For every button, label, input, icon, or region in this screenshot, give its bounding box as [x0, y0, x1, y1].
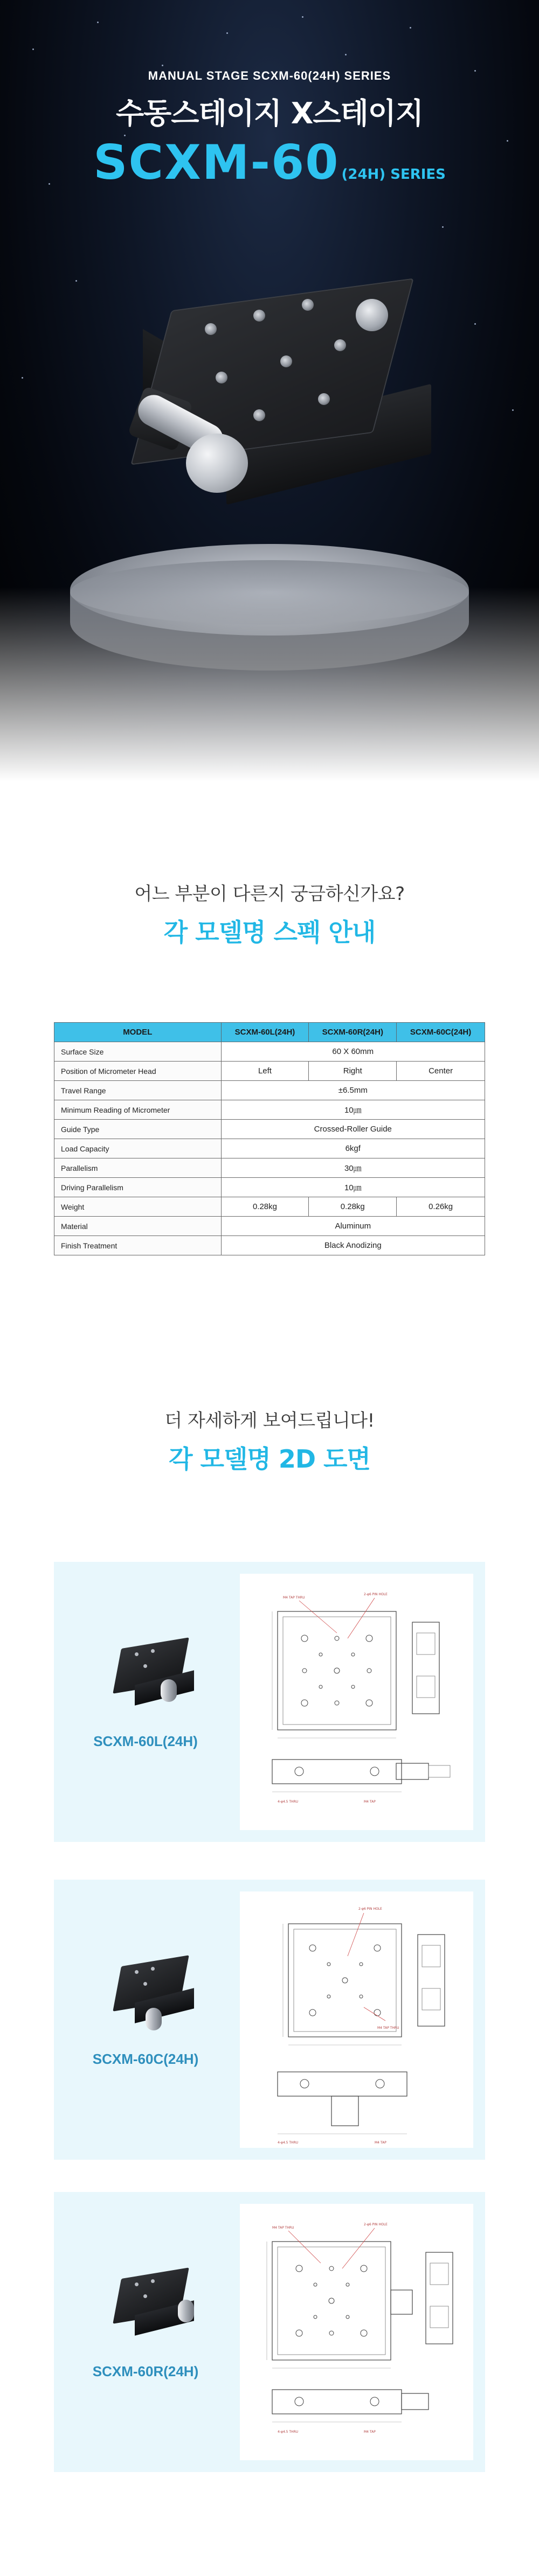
- table-row: [54, 1042, 485, 1062]
- header-model-l: SCXM-60L(24H): [221, 1023, 309, 1042]
- technical-drawing: [240, 1574, 473, 1830]
- spec-question: 어느 부분이 다른지 궁금하신가요?: [134, 883, 405, 905]
- svg-text:2-φ6 PIN HOLE: 2-φ6 PIN HOLE: [358, 1907, 382, 1911]
- svg-text:M4 TAP: M4 TAP: [364, 1800, 376, 1804]
- table-row: [54, 1178, 485, 1197]
- table-row: [54, 1081, 485, 1100]
- row-value: 30㎛: [221, 1158, 485, 1178]
- row-label: Load Capacity: [54, 1139, 222, 1158]
- row-label: Weight: [54, 1197, 222, 1217]
- table-row: [54, 1158, 485, 1178]
- drawing-card-60c: [54, 1880, 485, 2160]
- mount-hole: [253, 409, 265, 421]
- micrometer-head-icon: [178, 2300, 194, 2322]
- mount-hole: [302, 299, 314, 311]
- svg-text:M4 TAP THRU: M4 TAP THRU: [272, 2226, 294, 2230]
- table-row: [54, 1236, 485, 1255]
- row-label: Finish Treatment: [54, 1236, 222, 1255]
- row-value: 0.28kg: [309, 1197, 397, 1217]
- row-value: Left: [221, 1062, 309, 1081]
- table-row: [54, 1062, 485, 1081]
- spec-heading: 각 모델명 스펙 안내: [163, 918, 376, 947]
- row-label: Minimum Reading of Micrometer: [54, 1100, 222, 1120]
- hero-model-suffix: (24H) SERIES: [341, 166, 446, 183]
- row-value: 10㎛: [221, 1100, 485, 1120]
- header-model: MODEL: [54, 1023, 222, 1042]
- micrometer-head-icon: [146, 2008, 162, 2030]
- spec-section-heading: [0, 879, 539, 948]
- row-value: Aluminum: [221, 1217, 485, 1236]
- technical-drawing-panel: [240, 2204, 473, 2460]
- svg-text:2-φ6 PIN HOLE: 2-φ6 PIN HOLE: [364, 2223, 388, 2226]
- row-label: Guide Type: [54, 1120, 222, 1139]
- row-value: Crossed-Roller Guide: [221, 1120, 485, 1139]
- drawing-card-60r: [54, 2192, 485, 2472]
- model-label: SCXM-60L(24H): [93, 1733, 198, 1749]
- spec-table: [54, 1022, 485, 1255]
- mount-hole: [216, 372, 227, 383]
- product-thumbnail: [97, 1944, 205, 2036]
- mount-hole: [334, 339, 346, 351]
- mount-hole: [280, 355, 292, 367]
- svg-text:4-φ4.5 THRU: 4-φ4.5 THRU: [278, 2430, 299, 2434]
- table-row: [54, 1217, 485, 1236]
- product-thumbnail: [97, 2257, 205, 2348]
- drawing-question: 더 자세하게 보여드립니다!: [164, 1410, 375, 1432]
- svg-text:M4 TAP: M4 TAP: [364, 2430, 376, 2434]
- row-value: ±6.5mm: [221, 1081, 485, 1100]
- table-row: [54, 1120, 485, 1139]
- header-model-r: SCXM-60R(24H): [309, 1023, 397, 1042]
- spec-header-row: [54, 1023, 485, 1042]
- row-label: Driving Parallelism: [54, 1178, 222, 1197]
- drawing-section-heading: [0, 1406, 539, 1475]
- row-label: Position of Micrometer Head: [54, 1062, 222, 1081]
- drawing-card-60l: [54, 1562, 485, 1842]
- hero-subtitle: MANUAL STAGE SCXM-60(24H) SERIES: [148, 69, 391, 82]
- svg-text:2-φ6 PIN HOLE: 2-φ6 PIN HOLE: [364, 1593, 388, 1596]
- technical-drawing-panel: [240, 1574, 473, 1830]
- model-label: SCXM-60C(24H): [92, 2051, 199, 2067]
- micrometer-head-icon: [161, 1679, 177, 1702]
- svg-text:M4 TAP THRU: M4 TAP THRU: [377, 2026, 399, 2030]
- table-row: [54, 1100, 485, 1120]
- row-value: 0.28kg: [221, 1197, 309, 1217]
- svg-text:4-φ4.5 THRU: 4-φ4.5 THRU: [278, 1800, 299, 1804]
- svg-text:4-φ4.5 THRU: 4-φ4.5 THRU: [278, 2141, 299, 2145]
- drawing-heading: 각 모델명 2D 도면: [169, 1444, 370, 1474]
- row-label: Material: [54, 1217, 222, 1236]
- row-value: 60 X 60mm: [221, 1042, 485, 1062]
- lock-knob-icon: [356, 299, 388, 331]
- mount-hole: [253, 310, 265, 322]
- table-row: [54, 1197, 485, 1217]
- row-label: Travel Range: [54, 1081, 222, 1100]
- hero-banner: [0, 0, 539, 781]
- row-value: 10㎛: [221, 1178, 485, 1197]
- hero-title-korean: 수동스테이지 X스테이지: [115, 96, 424, 130]
- svg-text:M4 TAP: M4 TAP: [375, 2141, 386, 2145]
- row-value: Black Anodizing: [221, 1236, 485, 1255]
- svg-text:M4 TAP THRU: M4 TAP THRU: [283, 1596, 305, 1600]
- micrometer-thimble: [186, 434, 248, 493]
- technical-drawing: [240, 1891, 473, 2148]
- product-thumbnail: [97, 1626, 205, 1718]
- technical-drawing-panel: [240, 1891, 473, 2148]
- row-value: 0.26kg: [397, 1197, 485, 1217]
- header-model-c: SCXM-60C(24H): [397, 1023, 485, 1042]
- row-label: Surface Size: [54, 1042, 222, 1062]
- row-label: Parallelism: [54, 1158, 222, 1178]
- row-value: Center: [397, 1062, 485, 1081]
- model-label: SCXM-60R(24H): [92, 2363, 199, 2379]
- mount-hole: [205, 323, 217, 335]
- table-row: [54, 1139, 485, 1158]
- technical-drawing: [240, 2204, 473, 2460]
- row-value: 6kgf: [221, 1139, 485, 1158]
- mount-hole: [318, 393, 330, 405]
- row-value: Right: [309, 1062, 397, 1081]
- hero-model-name: SCXM-60: [93, 135, 340, 190]
- hero-fade: [0, 587, 539, 781]
